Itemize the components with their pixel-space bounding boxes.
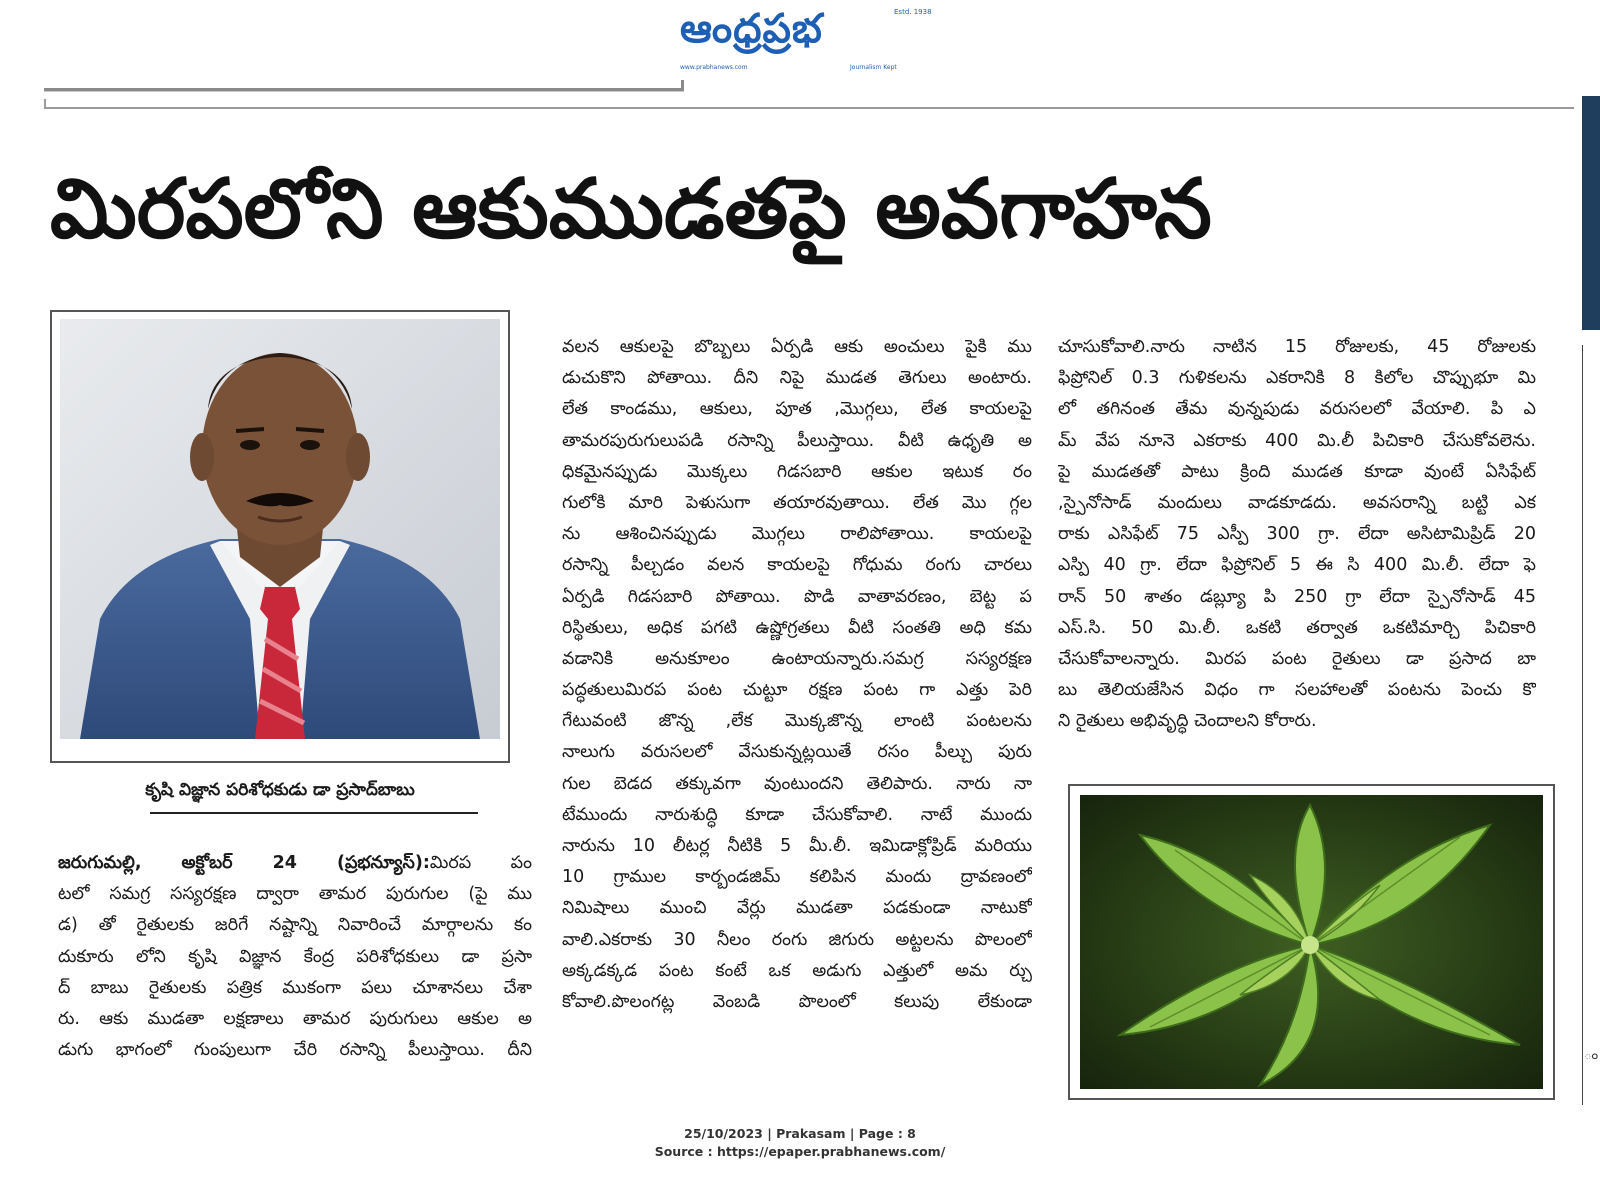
column-line: డుచుకొని పోతాయి. దీని నిపై ముడత తెగులు అంటారు. (562, 368, 1032, 389)
column-line: టలో సమగ్ర సస్యరక్షణ ద్వారా తామర పురుగుల (పై ము (58, 884, 532, 905)
article-column-2 (562, 332, 1032, 1018)
top-rule (44, 88, 684, 92)
edition-info: 25/10/2023 | Prakasam | Page : 8 (684, 1126, 916, 1141)
column-line: చేసుకోవాలన్నారు. మిరప పంట రైతులు డా ప్రసాద బా (1058, 648, 1536, 669)
column-line: బు తెలియజేసిన విధం గా సలహాలతో పంటను పెంచు కొ (1058, 680, 1536, 701)
adjacent-page-strip (1582, 96, 1600, 330)
column-line: ధికమైనప్పుడు మొక్కలు గిడసబారి ఆకుల ఇటుక రం (562, 461, 1032, 482)
column-line: నిమిషాలు ముంచి వేర్లు ముడతా పడకుండా నాటుకో (562, 898, 1032, 919)
column-line: నారును 10 లీటర్ల నీటికి 5 మీ.లీ. ఇమిడాక్లోప్రిడ్ మరియు (562, 836, 1032, 856)
column-line: తామరపురుగులుపడి రసాన్ని పీలుస్తాయి. వీటి ఉధృతి అ (562, 430, 1032, 451)
article-column-1 (58, 848, 532, 1066)
caption-rule (150, 812, 478, 814)
column-line: రాన్ 50 శాతం డబ్ల్యూ పి 250 గ్రా లేదా స్పైనోసాడ్ 45 (1058, 586, 1536, 607)
newspaper-logo: ఆంధ్రప్రభ (680, 6, 823, 52)
portrait-photo-frame (50, 310, 510, 763)
column-line: లో తగినంత తేమ వున్నపుడు వరుసలలో వేయాలి. పి ఎ (1058, 399, 1536, 420)
column-line: డ) తో రైతులకు జరిగే నష్టాన్ని నివారించే మార్గాలను కం (58, 915, 532, 936)
column-line: రిస్థితులు, అధిక పగటి ఉష్ణోగ్రతలు వీటి సంతతి అధి కమ (562, 617, 1032, 638)
column-line: వాలి.ఎకరాకు 30 నీలం రంగు జిగురు అట్టలను పొలంలో (562, 929, 1032, 950)
column-line: పద్ధతులుమిరప పంట చుట్టూ రక్షణ పంట గా ఎత్తు పెరి (562, 680, 1032, 701)
column-line: గేటువంటి జొన్న ,లేక మొక్కజొన్న లాంటి పంటలను (562, 711, 1032, 732)
column-line: ఫిప్రోనిల్ 0.3 గుళికలను ఎకరానికి 8 కిలోల చొప్పుభూ మి (1058, 368, 1536, 389)
column-line: ఎస్పి 40 గ్రా. లేదా ఫిప్రోనిల్ 5 ఈ సి 400 మి.లీ. లేదా ఫె (1058, 555, 1536, 576)
established-tag: Estd. 1938 (894, 8, 932, 16)
column-line: దుకూరు లోని కృషి విజ్ఞాన కేంద్ర పరిశోధకులు డా ప్రసా (58, 946, 532, 967)
column-line: ఏర్పడి గిడసబారి పోతాయి. పొడి వాతావరణం, బెట్ట ప (562, 586, 1032, 607)
source-url: Source : https://epaper.prabhanews.com/ (654, 1144, 946, 1159)
adjacent-page-mark: ం (1584, 1048, 1599, 1063)
top-rule-cap (681, 80, 684, 90)
column-line: చూసుకోవాలి.నారు నాటిన 15 రోజులకు, 45 రోజులకు (1058, 337, 1536, 357)
column-line: టేముందు నారుశుద్ధి కూడా చేసుకోవాలి. నాటే ముందు (562, 804, 1032, 825)
headline: మిరపలోని ఆకుముడతపై అవగాహన (50, 162, 1212, 257)
column-line: జరుగుమల్లి, అక్టోబర్ 24 (ప్రభన్యూస్):మిరప పం (58, 853, 532, 873)
page-footer (0, 1125, 1600, 1161)
adjacent-column-rule (1582, 345, 1583, 1105)
column-line: ఎస్.సి. 50 మి.లీ. ఒకటి తర్వాత ఒకటిమార్చి పిచికారి (1058, 617, 1536, 638)
article-column-3 (1058, 332, 1536, 737)
column-line: గుల బెడద తక్కువగా వుంటుందని తెలిపారు. నారు నా (562, 773, 1032, 794)
section-rule (44, 107, 1574, 109)
column-line: మ్ వేప నూనె ఎకరాకు 400 మి.లీ పిచికారి చేసుకోవలెను. (1058, 430, 1536, 451)
column-line: నాలుగు వరుసలలో వేసుకున్నట్లయితే రసం పీల్చు పురు (562, 742, 1032, 763)
column-line: 10 గ్రాముల కార్బండజిమ్ కలిపిన మందు ద్రావణంలో (562, 867, 1032, 888)
column-line: వలన ఆకులపై బొబ్బలు ఏర్పడి ఆకు అంచులు పైకి ము (562, 337, 1032, 357)
column-line: ,స్పైనోసాడ్ మందులు వాడకూడదు. అవసరాన్ని బట్టి ఎక (1058, 492, 1536, 513)
column-line: రసాన్ని పీల్చడం వలన కాయలపై గోధుమ రంగు చారలు (562, 555, 1032, 576)
column-line: ని రైతులు అభివృద్ధి చెందాలని కోరారు. (1058, 711, 1317, 732)
column-line: వడానికి అనుకూలం ఉంటాయన్నారు.సమగ్ర సస్యరక్షణ (562, 648, 1032, 669)
masthead-subtext: Journalism Kept (850, 64, 897, 71)
column-line: రాకు ఎసిఫేట్ 75 ఎస్పీ 300 గ్రా. లేదా అసిటామిప్రిడ్ 20 (1058, 524, 1536, 545)
column-line: ద్ బాబు రైతులకు పత్రిక ముకంగా పలు చూశానలు చేశా (58, 977, 532, 998)
chilli-plant-photo-frame (1068, 784, 1555, 1100)
column-line: పై ముడతతో పాటు క్రింది ముడత కూడా వుంటే ఏసిఫేట్ (1058, 461, 1536, 482)
column-line: డుగు భాగంలో గుంపులుగా చేరి రసాన్ని పీలుస్తాయి. దీని (58, 1040, 532, 1061)
dateline: జరుగుమల్లి, అక్టోబర్ 24 (ప్రభన్యూస్): (58, 853, 430, 873)
masthead (680, 6, 932, 76)
portrait-photo (60, 319, 500, 739)
photo-caption: కృషి విజ్ఞాన పరిశోధకుడు డా ప్రసాద్‌బాబు (145, 780, 415, 800)
column-line: కోవాలి.పొలంగట్ల వెంబడి పొలంలో కలుపు లేకుండా (562, 991, 1032, 1012)
masthead-url: www.prabhanews.com (680, 64, 748, 71)
column-line: లేత కాండము, ఆకులు, పూత ,మొగ్గలు, లేత కాయలపై (562, 399, 1032, 420)
column-line: రు. ఆకు ముడతా లక్షణాలు తామర పురుగులు ఆకుల అ (58, 1008, 532, 1029)
column-line: ను ఆశించినప్పుడు మొగ్గలు రాలిపోతాయి. కాయలపై (562, 524, 1032, 545)
column-line: గులోకి మారి పెళుసుగా తయారవుతాయి. లేత మొ గ్గల (562, 492, 1032, 513)
column-line: అక్కడక్కడ పంట కంటే ఒక అడుగు ఎత్తులో అమ ర్చు (562, 960, 1032, 981)
chilli-plant-photo (1080, 795, 1543, 1089)
